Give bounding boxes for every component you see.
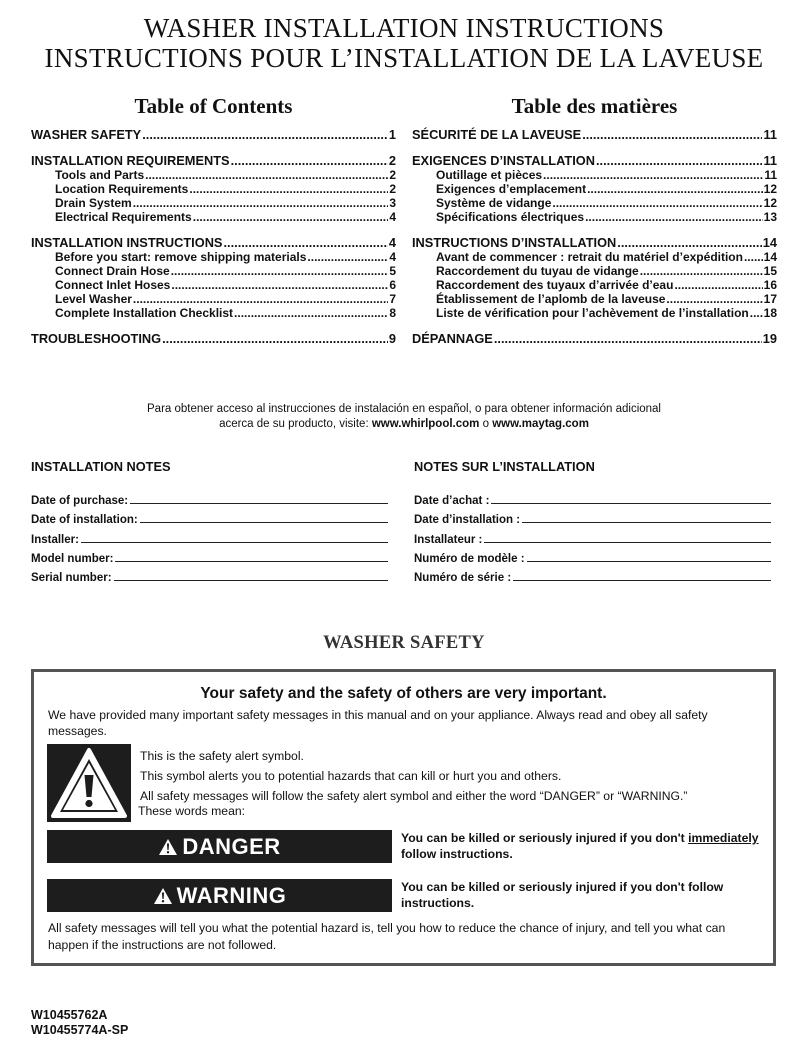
toc-subsection-page-number: 3 [389,196,396,210]
danger-label [47,830,392,863]
spanish-notice [0,402,808,432]
note-field[interactable] [414,507,771,526]
dot-leader [640,264,763,278]
toc-subsection-label: Raccordement du tuyau de vidange [436,264,639,278]
dot-leader [189,182,388,196]
toc-subsection-label: Complete Installation Checklist [55,306,234,320]
toc-section-label: SÉCURITÉ DE LA LAVEUSE [412,127,582,142]
toc-subsection-page-number: 4 [389,210,396,224]
warning-label [47,879,392,912]
spanish-notice-line1: Para obtener acceso al instrucciones de instalación en español, o para obtener información adicional [147,403,661,415]
note-field-label: Serial number: [31,571,112,584]
dot-leader [171,264,389,278]
toc-subsection[interactable] [31,210,396,224]
alert-line-2: This symbol alerts you to potential hazards that can kill or hurt you and others. [140,768,562,783]
note-field-label: Installer: [31,533,79,546]
toc-subsection-page-number: 14 [763,250,777,264]
toc-subsection-page-number: 6 [389,278,396,292]
note-field-label: Date d’achat : [414,495,490,508]
toc-section[interactable] [412,236,777,250]
toc-subsection[interactable] [412,210,777,224]
toc-subsection-page-number: 17 [763,292,777,306]
warning-word: WARNING [176,882,287,908]
dot-leader [193,210,389,224]
toc-section-page-number: 2 [388,153,396,168]
installation-notes-english [31,488,388,584]
toc-subsection-label: Drain System [55,196,132,210]
toc-subsection[interactable] [31,278,396,292]
toc-subsection-label: Liste de vérification pour l’achèvement de l’installation [436,306,749,320]
toc-subsection-label: Avant de commencer : retrait du matériel d’expédition [436,250,743,264]
danger-text-part1: You can be killed or seriously injured if you don't [401,831,689,845]
maytag-link[interactable]: www.maytag.com [492,418,589,430]
toc-subsection-page-number: 5 [389,264,396,278]
toc-subsection-page-number: 16 [763,278,777,292]
spanish-notice-connector: o [479,418,493,430]
toc-subsection-page-number: 2 [389,182,396,196]
dot-leader [543,168,763,182]
toc-subsection[interactable] [412,306,777,320]
toc-subsection-label: Tools and Parts [55,168,145,182]
alert-line-1: This is the safety alert symbol. [140,749,304,763]
note-field-blank-line[interactable] [484,542,771,543]
toc-subsection-label: Electrical Requirements [55,210,192,224]
note-field-label: Date of purchase: [31,495,129,508]
toc-section[interactable] [412,332,777,346]
table-of-contents-french [412,128,777,346]
toc-subsection-page-number: 12 [763,196,777,210]
toc-subsection[interactable] [412,264,777,278]
safety-box [31,669,776,966]
toc-subsection-label: Level Washer [55,292,132,306]
toc-section-page-number: 11 [763,153,777,168]
toc-subsection[interactable] [412,168,777,182]
note-field-label: Installateur : [414,533,483,546]
spanish-notice-prefix: acerca de su producto, visite: [219,418,372,430]
note-field[interactable] [31,488,388,507]
toc-subsection-page-number: 11 [764,168,777,182]
toc-section-label: INSTALLATION REQUIREMENTS [31,153,230,168]
dot-leader [552,196,762,210]
toc-section-label: INSTALLATION INSTRUCTIONS [31,235,223,250]
dot-leader [145,168,388,182]
toc-subsection-page-number: 12 [763,182,777,196]
dot-leader [133,196,389,210]
toc-subsection[interactable] [31,196,396,210]
toc-subsection-label: Système de vidange [436,196,552,210]
toc-subsection-page-number: 2 [389,168,396,182]
toc-subsection-label: Outillage et pièces [436,168,543,182]
toc-subsection[interactable] [31,182,396,196]
alert-explanation [140,747,760,819]
note-field[interactable] [414,546,771,565]
note-field-blank-line[interactable] [140,522,388,523]
toc-section[interactable] [31,128,396,142]
toc-section-label: INSTRUCTIONS D’INSTALLATION [412,235,617,250]
toc-subsection-page-number: 7 [389,292,396,306]
toc-section[interactable] [31,154,396,168]
toc-subsection[interactable] [412,292,777,306]
toc-section-page-number: 11 [763,127,777,142]
note-field-blank-line[interactable] [522,522,771,523]
toc-section-page-number: 19 [762,331,777,346]
toc-section-label: EXIGENCES D’INSTALLATION [412,153,595,168]
safety-box-heading: Your safety and the safety of others are very important. [200,685,607,702]
note-field[interactable] [31,565,388,584]
toc-subsection[interactable] [412,182,777,196]
note-field-label: Date of installation: [31,514,138,527]
toc-subsection-label: Établissement de l’aplomb de la laveuse [436,292,666,306]
dot-leader [617,236,762,250]
alert-line-3: All safety messages will follow the safety alert symbol and either the word “DANGER” or “WARNING.” [140,789,688,803]
danger-text-part2: follow instructions. [401,847,513,861]
toc-subsection-page-number: 13 [763,210,777,224]
note-field-blank-line[interactable] [81,542,388,543]
toc-subsection[interactable] [412,196,777,210]
warning-description: You can be killed or seriously injured if you don't follow instructions. [401,880,724,910]
dot-leader [596,154,763,168]
toc-section-label: TROUBLESHOOTING [31,331,162,346]
toc-section-page-number: 9 [388,331,396,346]
toc-subsection-page-number: 18 [763,306,777,320]
warning-alert-icon [153,887,173,905]
dot-leader [234,306,388,320]
toc-subsection[interactable] [31,292,396,306]
dot-leader [142,128,388,142]
washer-safety-title: WASHER SAFETY [323,633,485,653]
dot-leader [585,210,763,224]
note-field-label: Numéro de modèle : [414,552,525,565]
note-field-label: Model number: [31,552,114,565]
toc-section[interactable] [412,128,777,142]
note-field[interactable] [31,546,388,565]
note-field[interactable] [31,507,388,526]
dot-leader [307,250,388,264]
note-field-blank-line[interactable] [130,503,388,504]
danger-word: DANGER [182,833,281,859]
toc-section-page-number: 14 [762,235,777,250]
dot-leader [587,182,763,196]
toc-subsection-label: Exigences d’emplacement [436,182,587,196]
installation-notes-heading: INSTALLATION NOTES [31,459,171,474]
toc-section[interactable] [31,332,396,346]
dot-leader [223,236,387,250]
whirlpool-link[interactable]: www.whirlpool.com [371,418,480,430]
note-field[interactable] [414,565,771,584]
toc-subsection[interactable] [31,250,396,264]
note-field-blank-line[interactable] [527,561,771,562]
toc-subsection[interactable] [31,306,396,320]
danger-alert-icon [158,838,178,856]
danger-description [401,830,766,862]
document-code-2: W10455774A-SP [31,1023,129,1037]
toc-section-page-number: 4 [388,235,396,250]
toc-subsection-label: Raccordement des tuyaux d’arrivée d’eau [436,278,674,292]
installation-notes-heading-french: NOTES SUR L’INSTALLATION [414,459,595,474]
dot-leader [162,332,388,346]
dot-leader [494,332,762,346]
note-field[interactable] [31,526,388,545]
note-field[interactable] [414,488,771,507]
note-field-label: Numéro de série : [414,571,512,584]
toc-subsection-page-number: 8 [389,306,396,320]
note-field-blank-line[interactable] [491,503,771,504]
safety-alert-symbol-icon [47,744,131,822]
alert-line-4: These words mean: [138,804,246,818]
note-field[interactable] [414,526,771,545]
toc-subsection[interactable] [412,250,777,264]
installation-notes-french [414,488,771,584]
note-field-blank-line[interactable] [513,580,771,581]
note-field-label: Date d’installation : [414,514,521,527]
toc-subsection-label: Location Requirements [55,182,189,196]
toc-heading-english: Table of Contents [134,94,293,118]
spanish-notice-line2 [0,417,808,432]
dot-leader [674,278,762,292]
toc-section[interactable] [412,154,777,168]
note-field-blank-line[interactable] [114,580,388,581]
dot-leader [666,292,762,306]
toc-subsection[interactable] [412,278,777,292]
toc-subsection-label: Before you start: remove shipping materials [55,250,307,264]
dot-leader [750,306,763,320]
toc-subsection[interactable] [31,264,396,278]
note-field-blank-line[interactable] [115,561,388,562]
dot-leader [744,250,763,264]
toc-section-page-number: 1 [388,127,396,142]
danger-text-emphasis: immediately [688,831,759,845]
dot-leader [133,292,388,306]
dot-leader [582,128,762,142]
toc-subsection-label: Spécifications électriques [436,210,585,224]
toc-subsection[interactable] [31,168,396,182]
toc-subsection-label: Connect Inlet Hoses [55,278,171,292]
toc-section[interactable] [31,236,396,250]
title-english: WASHER INSTALLATION INSTRUCTIONS [143,13,665,43]
dot-leader [231,154,388,168]
toc-section-label: WASHER SAFETY [31,127,142,142]
toc-subsection-label: Connect Drain Hose [55,264,170,278]
document-code-1: W10455762A [31,1008,108,1022]
toc-heading-french: Table des matières [511,94,678,118]
table-of-contents-english [31,128,396,346]
toc-subsection-page-number: 15 [763,264,777,278]
safety-outro: All safety messages will tell you what the potential hazard is, tell you how to reduce the chance of injury, and tell you what can happen if the instructions are not followed. [48,921,726,952]
safety-intro: We have provided many important safety messages in this manual and on your appliance. Always read and obey all safety messages. [48,708,708,738]
toc-subsection-page-number: 4 [389,250,396,264]
title-french: INSTRUCTIONS POUR L’INSTALLATION DE LA LAVEUSE [44,43,764,73]
dot-leader [171,278,388,292]
toc-section-label: DÉPANNAGE [412,331,493,346]
